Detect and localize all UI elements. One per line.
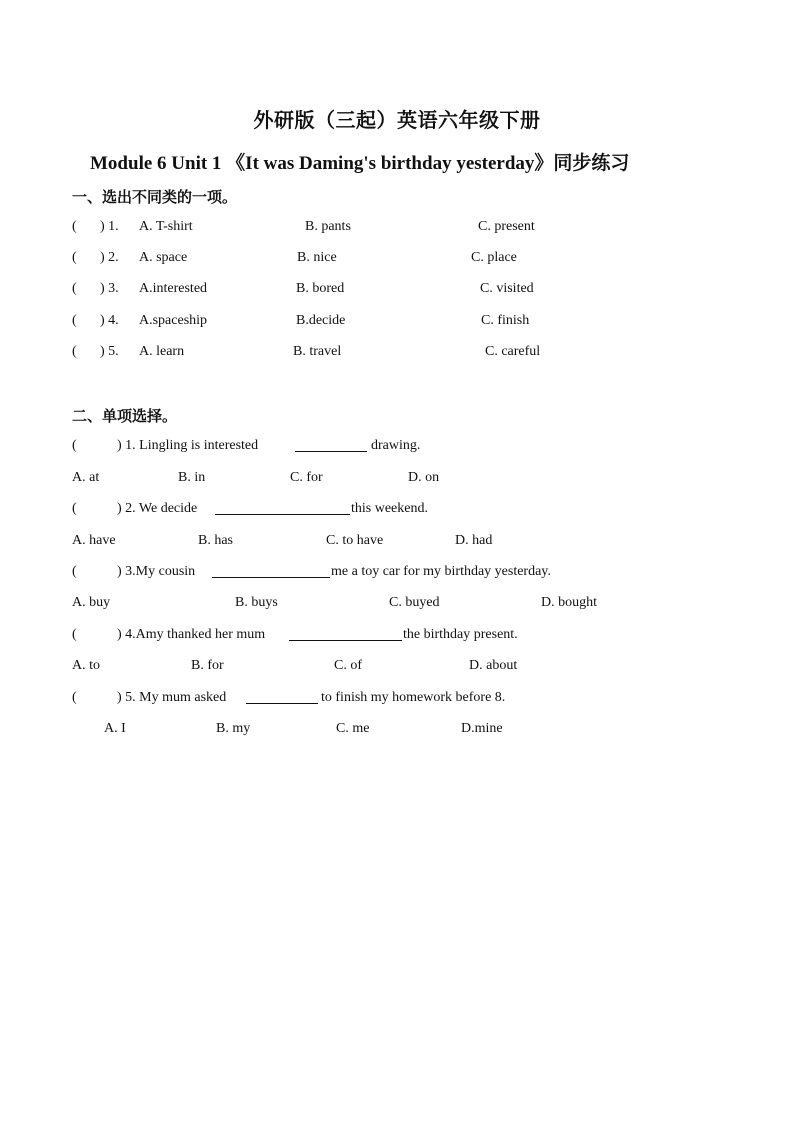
question-2-options xyxy=(0,533,794,555)
odd-one-out-item-3 xyxy=(0,281,794,303)
question-4-options xyxy=(0,658,794,680)
option-b: B. nice xyxy=(297,250,337,265)
item-number: ) 5. xyxy=(100,344,119,359)
multiple-choice-question-2 xyxy=(0,501,794,523)
option-b: B. has xyxy=(198,533,233,548)
answer-paren[interactable]: ( xyxy=(72,344,77,359)
question-stem: ) 2. We decide xyxy=(117,501,198,516)
question-stem-end: this weekend. xyxy=(351,501,428,516)
multiple-choice-question-1 xyxy=(0,438,794,460)
answer-blank[interactable] xyxy=(212,564,330,578)
answer-paren[interactable]: ( xyxy=(72,250,77,265)
page-subtitle: Module 6 Unit 1 《It was Daming's birthday yesterday》同步练习 xyxy=(90,153,630,174)
option-d: D. bought xyxy=(541,595,597,610)
page-title: 外研版（三起）英语六年级下册 xyxy=(253,110,541,132)
answer-blank[interactable] xyxy=(215,501,350,515)
answer-paren[interactable]: ( xyxy=(72,219,77,234)
section-1-heading: 一、选出不同类的一项。 xyxy=(72,190,238,206)
option-c: C. buyed xyxy=(389,595,440,610)
option-a: A. T-shirt xyxy=(139,219,193,234)
question-5-options xyxy=(0,721,794,743)
item-number: ) 3. xyxy=(100,281,119,296)
option-b: B. bored xyxy=(296,281,345,296)
option-d: D. on xyxy=(408,470,440,485)
answer-paren[interactable]: ( xyxy=(72,627,77,642)
option-a: A. I xyxy=(104,721,126,736)
answer-paren[interactable]: ( xyxy=(72,690,77,705)
option-a: A. learn xyxy=(139,344,185,359)
option-a: A. have xyxy=(72,533,116,548)
option-c: C. careful xyxy=(485,344,541,359)
option-a: A.spaceship xyxy=(139,313,208,328)
question-stem: ) 4.Amy thanked her mum xyxy=(117,627,266,642)
odd-one-out-item-4 xyxy=(0,313,794,335)
answer-blank[interactable] xyxy=(295,438,367,452)
option-c: C. place xyxy=(471,250,517,265)
question-stem-end: me a toy car for my birthday yesterday. xyxy=(331,564,551,579)
question-stem: ) 1. Lingling is interested xyxy=(117,438,259,453)
option-a: A.interested xyxy=(139,281,208,296)
answer-paren[interactable]: ( xyxy=(72,313,77,328)
multiple-choice-question-4 xyxy=(0,627,794,649)
option-c: C. present xyxy=(478,219,535,234)
question-3-options xyxy=(0,595,794,617)
option-c: C. visited xyxy=(480,281,534,296)
option-d: D.mine xyxy=(461,721,503,736)
option-c: C. of xyxy=(334,658,362,673)
option-c: C. me xyxy=(336,721,370,736)
option-d: D. had xyxy=(455,533,493,548)
option-d: D. about xyxy=(469,658,518,673)
option-a: A. space xyxy=(139,250,188,265)
question-stem-end: the birthday present. xyxy=(403,627,518,642)
item-number: ) 2. xyxy=(100,250,119,265)
answer-blank[interactable] xyxy=(289,627,402,641)
option-a: A. at xyxy=(72,470,100,485)
multiple-choice-question-5 xyxy=(0,690,794,712)
question-stem-end: to finish my homework before 8. xyxy=(321,690,506,705)
question-1-options xyxy=(0,470,794,492)
answer-paren[interactable]: ( xyxy=(72,564,77,579)
answer-blank[interactable] xyxy=(246,690,318,704)
answer-paren[interactable]: ( xyxy=(72,501,77,516)
option-c: C. to have xyxy=(326,533,384,548)
item-number: ) 1. xyxy=(100,219,119,234)
odd-one-out-item-2 xyxy=(0,250,794,272)
option-a: A. to xyxy=(72,658,100,673)
option-c: C. finish xyxy=(481,313,530,328)
answer-paren[interactable]: ( xyxy=(72,438,77,453)
answer-paren[interactable]: ( xyxy=(72,281,77,296)
section-2-heading: 二、单项选择。 xyxy=(72,409,178,425)
option-b: B. for xyxy=(191,658,224,673)
question-stem-end: drawing. xyxy=(371,438,421,453)
option-b: B. buys xyxy=(235,595,278,610)
item-number: ) 4. xyxy=(100,313,119,328)
option-b: B.decide xyxy=(296,313,346,328)
odd-one-out-item-1 xyxy=(0,219,794,241)
option-b: B. pants xyxy=(305,219,351,234)
odd-one-out-item-5 xyxy=(0,344,794,366)
question-stem: ) 3.My cousin xyxy=(117,564,196,579)
option-b: B. in xyxy=(178,470,206,485)
multiple-choice-question-3 xyxy=(0,564,794,586)
question-stem: ) 5. My mum asked xyxy=(117,690,227,705)
option-b: B. travel xyxy=(293,344,342,359)
option-c: C. for xyxy=(290,470,323,485)
option-a: A. buy xyxy=(72,595,111,610)
option-b: B. my xyxy=(216,721,251,736)
